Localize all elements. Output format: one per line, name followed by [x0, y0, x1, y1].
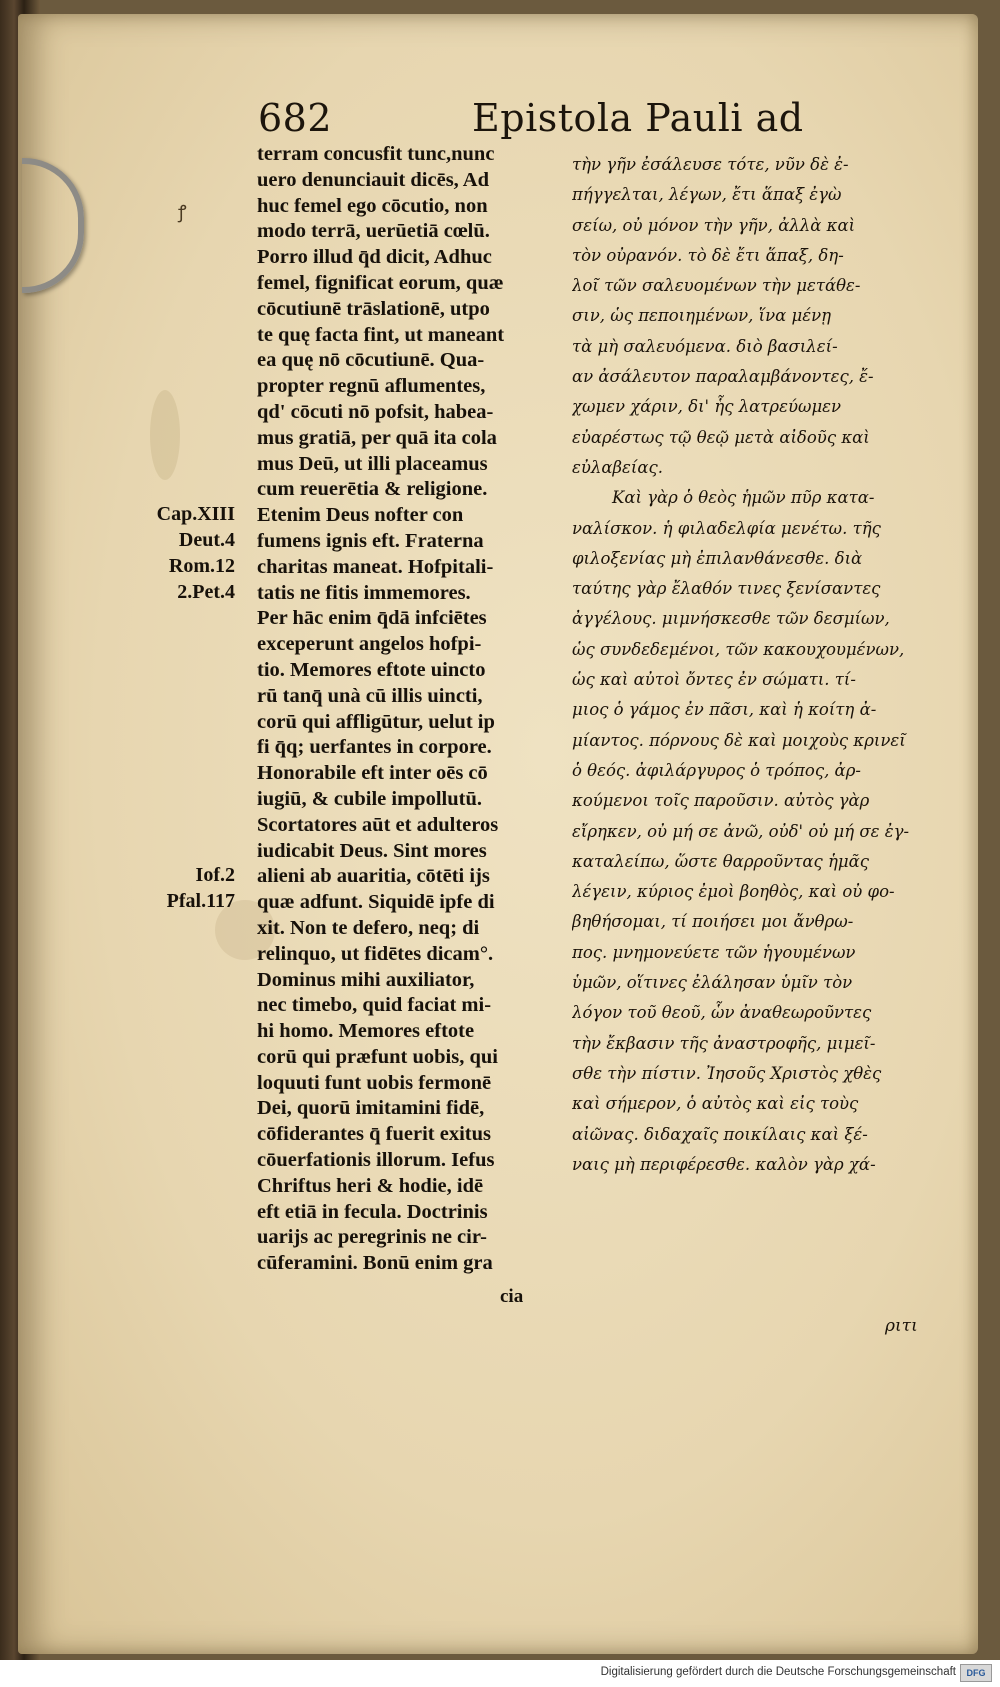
- latin-line: propter regnū aflumentes,: [257, 375, 486, 398]
- margin-note-cap: Cap.XIII: [156, 503, 235, 525]
- latin-line: cum reuerētia & religione.: [257, 478, 488, 501]
- greek-line: φιλοξενίας μὴ ἐπιλανθάνεσθε. διὰ: [572, 548, 863, 568]
- margin-note-pet: 2.Pet.4: [177, 581, 235, 603]
- dfg-logo: DFG: [960, 1664, 992, 1682]
- latin-line: modo terrā, uerūetiā cœlū.: [257, 220, 490, 243]
- latin-line: femel, fignificat eorum, quæ: [257, 271, 504, 294]
- latin-line: Etenim Deus nofter con: [257, 504, 464, 527]
- greek-line: αν ἀσάλευτον παραλαμβάνοντες, ἔ-: [572, 367, 874, 387]
- latin-line: ea quę nō cōcutiunē. Qua-: [257, 349, 485, 372]
- latin-line: relinquo, ut fidētes dicam°.: [257, 942, 494, 965]
- greek-line: τὸν οὐρανόν. τὸ δὲ ἔτι ἅπαξ, δη-: [572, 245, 844, 265]
- latin-line: fi q̄q; uerfantes in corpore.: [257, 736, 492, 759]
- margin-note-deut: Deut.4: [178, 529, 235, 551]
- latin-line: Scortatores aūt et adulteros: [257, 813, 499, 836]
- running-head: Epistola Pauli ad: [472, 96, 804, 140]
- greek-line: σιν, ὡς πεποιημένων, ἵνα μένῃ: [572, 306, 831, 326]
- latin-line: loquuti funt uobis fermonē: [257, 1071, 492, 1094]
- latin-column: [257, 142, 557, 1277]
- greek-line: λοῖ τῶν σαλευομένων τὴν μετάθε-: [572, 276, 861, 296]
- greek-line: τὴν ἔκβασιν τῆς ἀναστροφῆς, μιμεῖ-: [572, 1033, 876, 1053]
- greek-line: καὶ σήμερον, ὁ αὐτὸς καὶ εἰς τοὺς: [572, 1094, 859, 1114]
- latin-line: Porro illud q̄d dicit, Adhuc: [257, 246, 492, 269]
- greek-line: ναλίσκον. ἡ φιλαδελφία μενέτω. τῆς: [572, 518, 881, 538]
- latin-line: eft etiā in fecula. Doctrinis: [257, 1200, 488, 1223]
- greek-line: σθε τὴν πίστιν. Ἰησοῦς Χριστὸς χθὲς: [572, 1063, 882, 1083]
- greek-line: ὑμῶν, οἵτινες ἐλάλησαν ὑμῖν τὸν: [572, 973, 853, 993]
- latin-line: nec timebo, quid faciat mi-: [257, 994, 492, 1017]
- latin-line: mus gratiā, per quā ita cola: [257, 426, 497, 449]
- greek-line: πήγγελται, λέγων, ἔτι ἅπαξ ἐγὼ: [572, 185, 842, 205]
- page-number: 682: [258, 96, 333, 140]
- latin-line: fumens ignis eft. Fraterna: [257, 529, 484, 552]
- greek-line: ὁ θεός. ἀφιλάργυρος ὁ τρόπος, ἀρ-: [572, 760, 861, 780]
- greek-line: τὰ μὴ σαλευόμενα. διὸ βασιλεί-: [572, 336, 838, 356]
- margin-mark: ꝭ: [178, 202, 187, 223]
- greek-line: μίαντος. πόρνους δὲ καὶ μοιχοὺς κρινεῖ: [572, 730, 906, 750]
- greek-line: λόγον τοῦ θεοῦ, ὧν ἀναθεωροῦντες: [572, 1003, 872, 1023]
- margin-note-ios: Iof.2: [195, 864, 235, 886]
- greek-line: βηθήσομαι, τί ποιήσει μοι ἄνθρω-: [572, 912, 854, 932]
- footer-bar: [0, 1660, 1000, 1687]
- greek-line: τὴν γῆν ἐσάλευσε τότε, νῦν δὲ ἐ-: [572, 155, 849, 174]
- greek-line: ἀγγέλους. μιμνήσκεσθε τῶν δεσμίων,: [572, 609, 890, 629]
- greek-catchword: ριτι: [885, 1316, 918, 1336]
- greek-line: Καὶ γὰρ ὁ θεὸς ἡμῶν πῦρ κατα-: [612, 488, 875, 508]
- latin-line: corū qui præfunt uobis, qui: [257, 1045, 498, 1068]
- greek-line: ταύτης γὰρ ἔλαθόν τινες ξενίσαντες: [572, 579, 881, 599]
- margin-note-rom: Rom.12: [168, 555, 235, 577]
- latin-catchword: cia: [500, 1286, 524, 1307]
- latin-line: cōcutiunē trāslationē, utpo: [257, 297, 490, 320]
- latin-line: iudicabit Deus. Sint mores: [257, 839, 487, 862]
- greek-line: μιος ὁ γάμος ἐν πᾶσι, καὶ ἡ κοίτη ἀ-: [572, 700, 877, 720]
- latin-line: Per hāc enim q̄dā infciētes: [257, 607, 487, 630]
- latin-line: mus Deū, ut illi placeamus: [257, 452, 488, 475]
- greek-line: πος. μνημονεύετε τῶν ἡγουμένων: [572, 942, 856, 962]
- latin-line: tio. Memores eftote uincto: [257, 658, 486, 681]
- latin-line: exceperunt angelos hofpi-: [257, 633, 482, 656]
- latin-line: Dominus mihi auxiliator,: [257, 968, 475, 991]
- page-stain: [150, 390, 180, 480]
- latin-line: charitas maneat. Hofpitali-: [257, 555, 494, 578]
- latin-line: cōuerfationis illorum. Iefus: [257, 1149, 495, 1172]
- latin-line: Chriftus heri & hodie, idē: [257, 1174, 484, 1197]
- latin-line: rū tanq̄ unà cū illis uincti,: [257, 684, 483, 707]
- latin-line: Honorabile eft inter oēs cō: [257, 762, 488, 785]
- latin-line: Dei, quorū imitamini fidē,: [257, 1097, 485, 1120]
- greek-line: εὐλαβείας.: [572, 457, 663, 477]
- latin-line: uarijs ac peregrinis ne cir-: [257, 1226, 488, 1249]
- greek-line: λέγειν, κύριος ἐμοὶ βοηθὸς, καὶ οὐ φο-: [572, 882, 895, 902]
- latin-line: corū qui affligūtur, uelut ip: [257, 710, 495, 733]
- greek-line: αἰῶνας. διδαχαῖς ποικίλαις καὶ ξέ-: [572, 1124, 868, 1144]
- latin-line: te quę facta fint, ut maneant: [257, 323, 505, 346]
- margin-note-psal: Pfal.117: [166, 890, 235, 912]
- latin-line: qd' cōcuti nō pofsit, habea-: [257, 400, 494, 423]
- latin-line: hi homo. Memores eftote: [257, 1020, 475, 1043]
- greek-line: ὡς καὶ αὐτοὶ ὄντες ἐν σώματι. τί-: [572, 670, 856, 690]
- latin-line: uero denunciauit dicēs, Ad: [257, 168, 489, 191]
- latin-line: tatis ne fitis immemores.: [257, 581, 471, 604]
- greek-line: κούμενοι τοῖς παροῦσιν. αὐτὸς γὰρ: [572, 791, 870, 811]
- latin-line: cōfiderantes q̄ fuerit exitus: [257, 1123, 491, 1146]
- latin-line: quæ adfunt. Siquidē ipfe di: [257, 891, 495, 914]
- latin-line: iugiū, & cubile impollutū.: [257, 787, 482, 810]
- greek-line: καταλείπω, ὥστε θαρροῦντας ἡμᾶς: [572, 851, 869, 871]
- greek-line: σείω, οὐ μόνον τὴν γῆν, ἀλλὰ καὶ: [572, 215, 856, 235]
- latin-line: huc femel ego cōcutio, non: [257, 194, 488, 217]
- greek-line: χωμεν χάριν, δι' ἧς λατρεύωμεν: [572, 397, 842, 417]
- latin-line: xit. Non te defero, neq; di: [257, 916, 480, 939]
- greek-column: [572, 150, 972, 1180]
- greek-line: ὡς συνδεδεμένοι, τῶν κακουχουμένων,: [572, 639, 905, 659]
- greek-line: εἴρηκεν, οὐ μή σε ἀνῶ, οὐδ' οὐ μή σε ἐγ-: [572, 821, 910, 841]
- greek-line: εὐαρέστως τῷ θεῷ μετὰ αἰδοῦς καὶ: [572, 427, 870, 447]
- funding-notice: Digitalisierung gefördert durch die Deutsche Forschungsgemeinschaft: [600, 1666, 956, 1678]
- greek-line: ναις μὴ περιφέρεσθε. καλὸν γὰρ χά-: [572, 1154, 876, 1174]
- latin-line: alieni ab auaritia, cōtēti ijs: [257, 865, 490, 888]
- latin-line: terram concusfit tunc,nunc: [257, 143, 495, 165]
- latin-line: cūferamini. Bonū enim gra: [257, 1252, 493, 1275]
